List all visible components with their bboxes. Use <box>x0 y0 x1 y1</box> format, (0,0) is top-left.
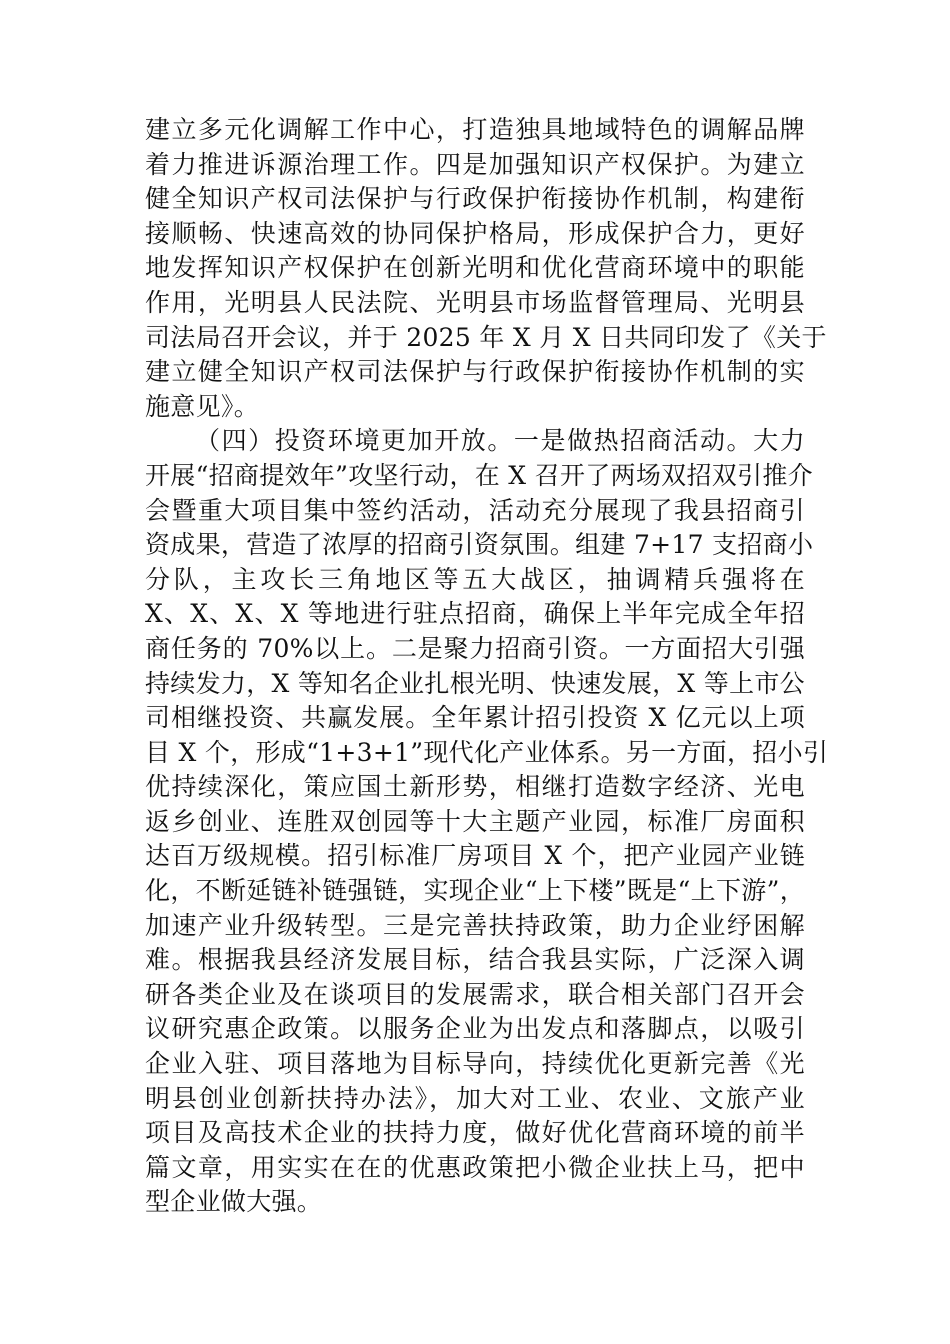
text-line: 目 X 个，形成“1+3+1”现代化产业体系。另一方面，招小引 <box>145 737 829 767</box>
text-line: 加速产业升级转型。三是完善扶持政策，助力企业纾困解 <box>145 910 805 940</box>
text-line: 开展“招商提效年”攻坚行动，在 X 召开了两场双招双引推介 <box>145 460 813 490</box>
text-line: 作用，光明县人民法院、光明县市场监督管理局、光明县 <box>145 287 805 317</box>
text-line: 型企业做大强。 <box>145 1187 323 1217</box>
text-line: 达百万级规模。招引标准厂房项目 X 个，把产业园产业链 <box>145 841 805 871</box>
text-line: 持续发力，X 等知名企业扎根光明、快速发展，X 等上市公 <box>145 668 805 698</box>
text-line: 地发挥知识产权保护在创新光明和优化营商环境中的职能 <box>145 253 805 283</box>
text-line: 返乡创业、连胜双创园等十大主题产业园，标准厂房面积 <box>145 806 805 836</box>
text-line: 明县创业创新扶持办法》，加大对工业、农业、文旅产业 <box>145 1083 805 1113</box>
text-line: 会暨重大项目集中签约活动，活动充分展现了我县招商引 <box>145 495 805 525</box>
text-line: 项目及高技术企业的扶持力度，做好优化营商环境的前半 <box>145 1118 805 1148</box>
text-line: 建立多元化调解工作中心，打造独具地域特色的调解品牌 <box>145 115 805 144</box>
text-line: 施意见》。 <box>145 391 260 421</box>
text-line: 难。根据我县经济发展目标，结合我县实际，广泛深入调 <box>145 945 805 975</box>
text-line: 议研究惠企政策。以服务企业为出发点和落脚点，以吸引 <box>145 1014 805 1044</box>
text-line: 接顺畅、快速高效的协同保护格局，形成保护合力，更好 <box>145 218 805 248</box>
text-line: 着力推进诉源治理工作。四是加强知识产权保护。为建立 <box>145 149 805 179</box>
text-line: 健全知识产权司法保护与行政保护衔接协作机制，构建衔 <box>145 184 805 214</box>
text-line: X、X、X、X 等地进行驻点招商，确保上半年完成全年招 <box>145 599 805 629</box>
text-line: 建立健全知识产权司法保护与行政保护衔接协作机制的实 <box>145 357 805 387</box>
text-line: 篇文章，用实实在在的优惠政策把小微企业扶上马，把中 <box>145 1152 805 1182</box>
text-line: 资成果，营造了浓厚的招商引资氛围。组建 7+17 支招商小 <box>145 530 814 560</box>
text-line: 司法局召开会议，并于 2025 年 X 月 X 日共同印发了《关于 <box>145 322 827 352</box>
text-line: 商任务的 70%以上。二是聚力招商引资。一方面招大引强 <box>145 633 805 663</box>
text-line: 研各类企业及在谈项目的发展需求，联合相关部门召开会 <box>145 979 805 1009</box>
text-line: 企业入驻、项目落地为目标导向，持续优化更新完善《光 <box>145 1049 805 1079</box>
document-page <box>145 113 829 1220</box>
text-line: 司相继投资、共赢发展。全年累计招引投资 X 亿元以上项 <box>145 703 805 733</box>
text-line: 分队，主攻长三角地区等五大战区，抽调精兵强将在 <box>145 564 805 594</box>
text-line: 化，不断延链补链强链，实现企业“上下楼”既是“上下游”， <box>145 876 805 906</box>
text-line: 优持续深化，策应国土新形势，相继打造数字经济、光电 <box>145 772 805 802</box>
section-heading-line: （四）投资环境更加开放。一是做热招商活动。大力 <box>195 426 805 456</box>
